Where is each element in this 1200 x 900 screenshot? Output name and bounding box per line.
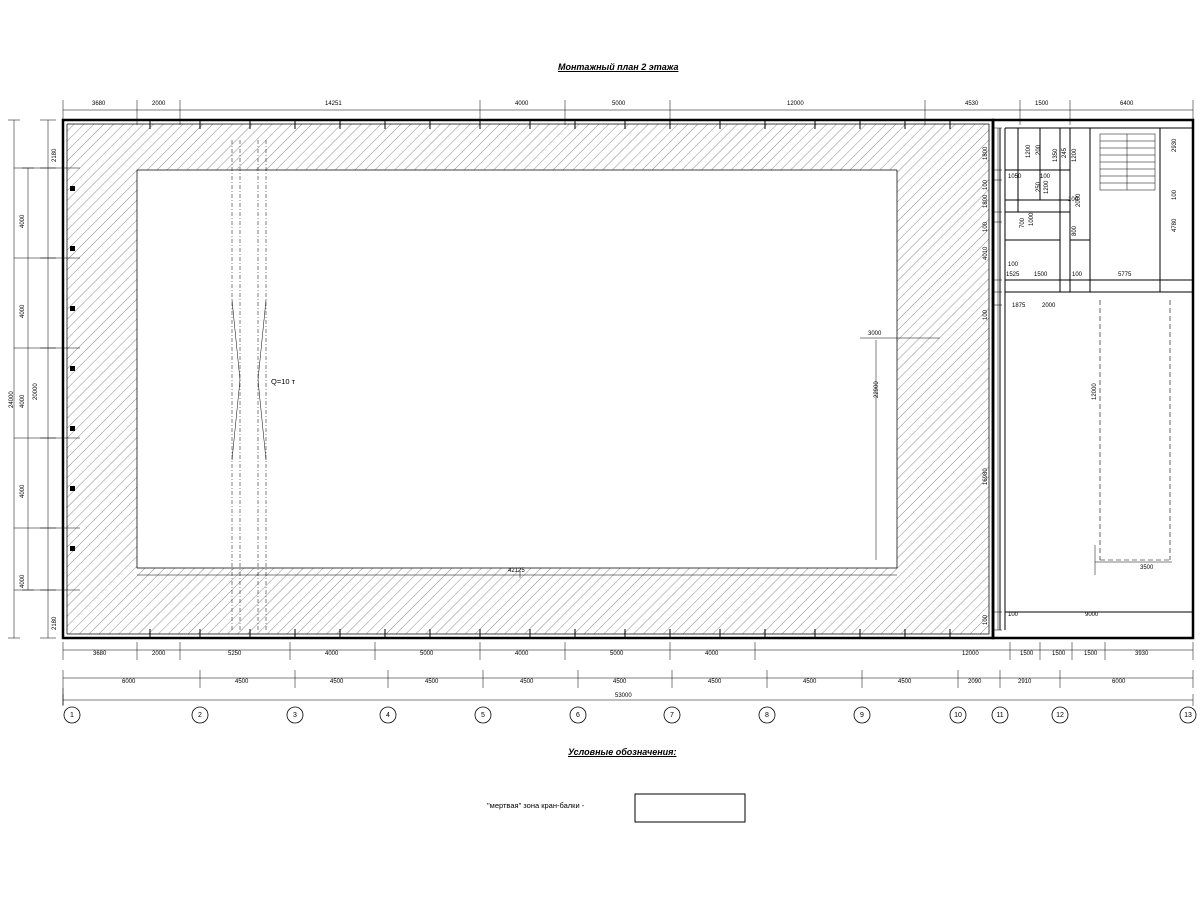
dim-rs-1350: 1350 — [1053, 148, 1059, 162]
legend-item-label: "мертвая" зона кран-балки - — [487, 801, 585, 810]
dim-bot1-5: 5000 — [420, 651, 434, 657]
dim-bot1-13: 3930 — [1135, 651, 1149, 657]
dim-grid-11: 2910 — [1018, 679, 1032, 685]
dim-rs-1500a: 1500 — [1034, 272, 1048, 278]
dim-left-3: 4000 — [20, 304, 26, 318]
svg-text:9: 9 — [860, 711, 864, 719]
dim-rs-1050: 1050 — [1008, 174, 1022, 180]
dim-inner-22900: 22900 — [874, 381, 880, 398]
dim-right-2: 100 — [983, 179, 989, 190]
dim-right-7: 16980 — [983, 468, 989, 485]
dim-left-4: 4000 — [20, 394, 26, 408]
dim-right-5: 4010 — [983, 246, 989, 260]
dim-rs-100c: 100 — [1068, 197, 1079, 203]
dim-grid-4: 4500 — [425, 679, 439, 685]
dim-right-4: 100 — [983, 221, 989, 232]
dim-left-2: 4000 — [20, 214, 26, 228]
dim-top-7: 4530 — [965, 101, 979, 107]
dim-rs-4780: 4780 — [1172, 218, 1178, 232]
svg-text:11: 11 — [996, 711, 1004, 719]
dim-rs-2930: 2930 — [1172, 138, 1178, 152]
dim-top-4: 4000 — [515, 101, 529, 107]
dim-top-9: 6400 — [1120, 101, 1134, 107]
dim-grid-3: 4500 — [330, 679, 344, 685]
dim-top-3: 14251 — [325, 101, 342, 107]
dim-bot1-1: 3680 — [93, 651, 107, 657]
legend-title: Условные обозначения: — [568, 747, 677, 757]
dim-left-7: 2180 — [52, 616, 58, 630]
dim-bot1-7: 5000 — [610, 651, 624, 657]
dim-grid-8: 4500 — [803, 679, 817, 685]
dim-rs-1525: 1525 — [1006, 272, 1020, 278]
dim-bot1-3: 5250 — [228, 651, 242, 657]
dim-grid-12: 6000 — [1112, 679, 1126, 685]
dim-rs-100a: 100 — [1040, 174, 1051, 180]
dim-left-inner-total: 20000 — [33, 383, 39, 400]
svg-text:1: 1 — [70, 711, 74, 719]
dim-bot1-9: 12000 — [962, 651, 979, 657]
dim-left-1: 2180 — [52, 148, 58, 162]
dim-bot1-10: 1500 — [1020, 651, 1034, 657]
svg-text:6: 6 — [576, 711, 580, 719]
dim-rs-1000: 1000 — [1029, 212, 1035, 226]
dim-grid-2: 4500 — [235, 679, 249, 685]
dim-top-2: 2000 — [152, 101, 166, 107]
dim-left-outer-total: 24000 — [9, 391, 15, 408]
svg-text:2: 2 — [198, 711, 202, 719]
dim-top-8: 1500 — [1035, 101, 1049, 107]
dim-grid-7: 4500 — [708, 679, 722, 685]
dim-rs-700: 700 — [1020, 217, 1026, 228]
svg-text:4: 4 — [386, 711, 390, 719]
dim-bot1-6: 4000 — [515, 651, 529, 657]
dim-rs-12000v: 12000 — [1092, 383, 1098, 400]
svg-text:5: 5 — [481, 711, 485, 719]
dim-rs-9000: 9000 — [1085, 612, 1099, 618]
dim-rs-5775: 5775 — [1118, 272, 1132, 278]
dim-bot1-8: 4000 — [705, 651, 719, 657]
dim-left-5: 4000 — [20, 484, 26, 498]
page-title: Монтажный план 2 этажа — [558, 62, 679, 72]
dim-bot1-12: 1500 — [1084, 651, 1098, 657]
dim-right-6: 100 — [983, 309, 989, 320]
dim-rs-2000b: 2000 — [1042, 303, 1056, 309]
dim-rs-100d: 100 — [1008, 262, 1019, 268]
dim-top-1: 3680 — [92, 101, 106, 107]
svg-text:3: 3 — [293, 711, 297, 719]
dim-grid-9: 4500 — [898, 679, 912, 685]
dim-right-3: 1800 — [983, 194, 989, 208]
dim-bot1-2: 2000 — [152, 651, 166, 657]
dim-rs-1200c: 1200 — [1072, 148, 1078, 162]
dim-left-6: 4000 — [20, 574, 26, 588]
svg-text:13: 13 — [1184, 711, 1192, 719]
dim-rs-1200b: 1200 — [1044, 180, 1050, 194]
dim-rs-100f: 100 — [1008, 612, 1019, 618]
dim-rs-100b: 100 — [1172, 189, 1178, 200]
dim-bot1-4: 4000 — [325, 651, 339, 657]
dim-top-6: 12000 — [787, 101, 804, 107]
dim-rs-200: 200 — [1036, 144, 1042, 155]
dim-top-5: 5000 — [612, 101, 626, 107]
dim-grid-10: 2090 — [968, 679, 982, 685]
dim-rs-100e: 100 — [1072, 272, 1083, 278]
dim-bot1-11: 1500 — [1052, 651, 1066, 657]
crane-capacity-label: Q=10 т — [271, 377, 296, 386]
svg-text:12: 12 — [1056, 711, 1064, 719]
dim-rs-3500: 3500 — [1140, 565, 1154, 571]
dim-grid-1: 6000 — [122, 679, 136, 685]
dim-inner-3000: 3000 — [868, 331, 882, 337]
dim-rs-245: 245 — [1062, 147, 1068, 158]
dim-right-8: 100 — [983, 614, 989, 625]
svg-text:8: 8 — [765, 711, 769, 719]
dim-grid-5: 4500 — [520, 679, 534, 685]
dim-inner-width: 42125 — [508, 568, 525, 574]
svg-text:10: 10 — [954, 711, 962, 719]
dim-rs-2000a: 2000 — [1076, 193, 1082, 207]
dim-right-1: 1800 — [983, 146, 989, 160]
dim-grid-6: 4500 — [613, 679, 627, 685]
dim-rs-1875: 1875 — [1012, 303, 1026, 309]
svg-text:7: 7 — [670, 711, 674, 719]
dim-rs-250: 250 — [1036, 181, 1042, 192]
dim-rs-1200a: 1200 — [1026, 144, 1032, 158]
dim-rs-800: 800 — [1072, 225, 1078, 236]
dim-overall: 53000 — [615, 693, 632, 699]
